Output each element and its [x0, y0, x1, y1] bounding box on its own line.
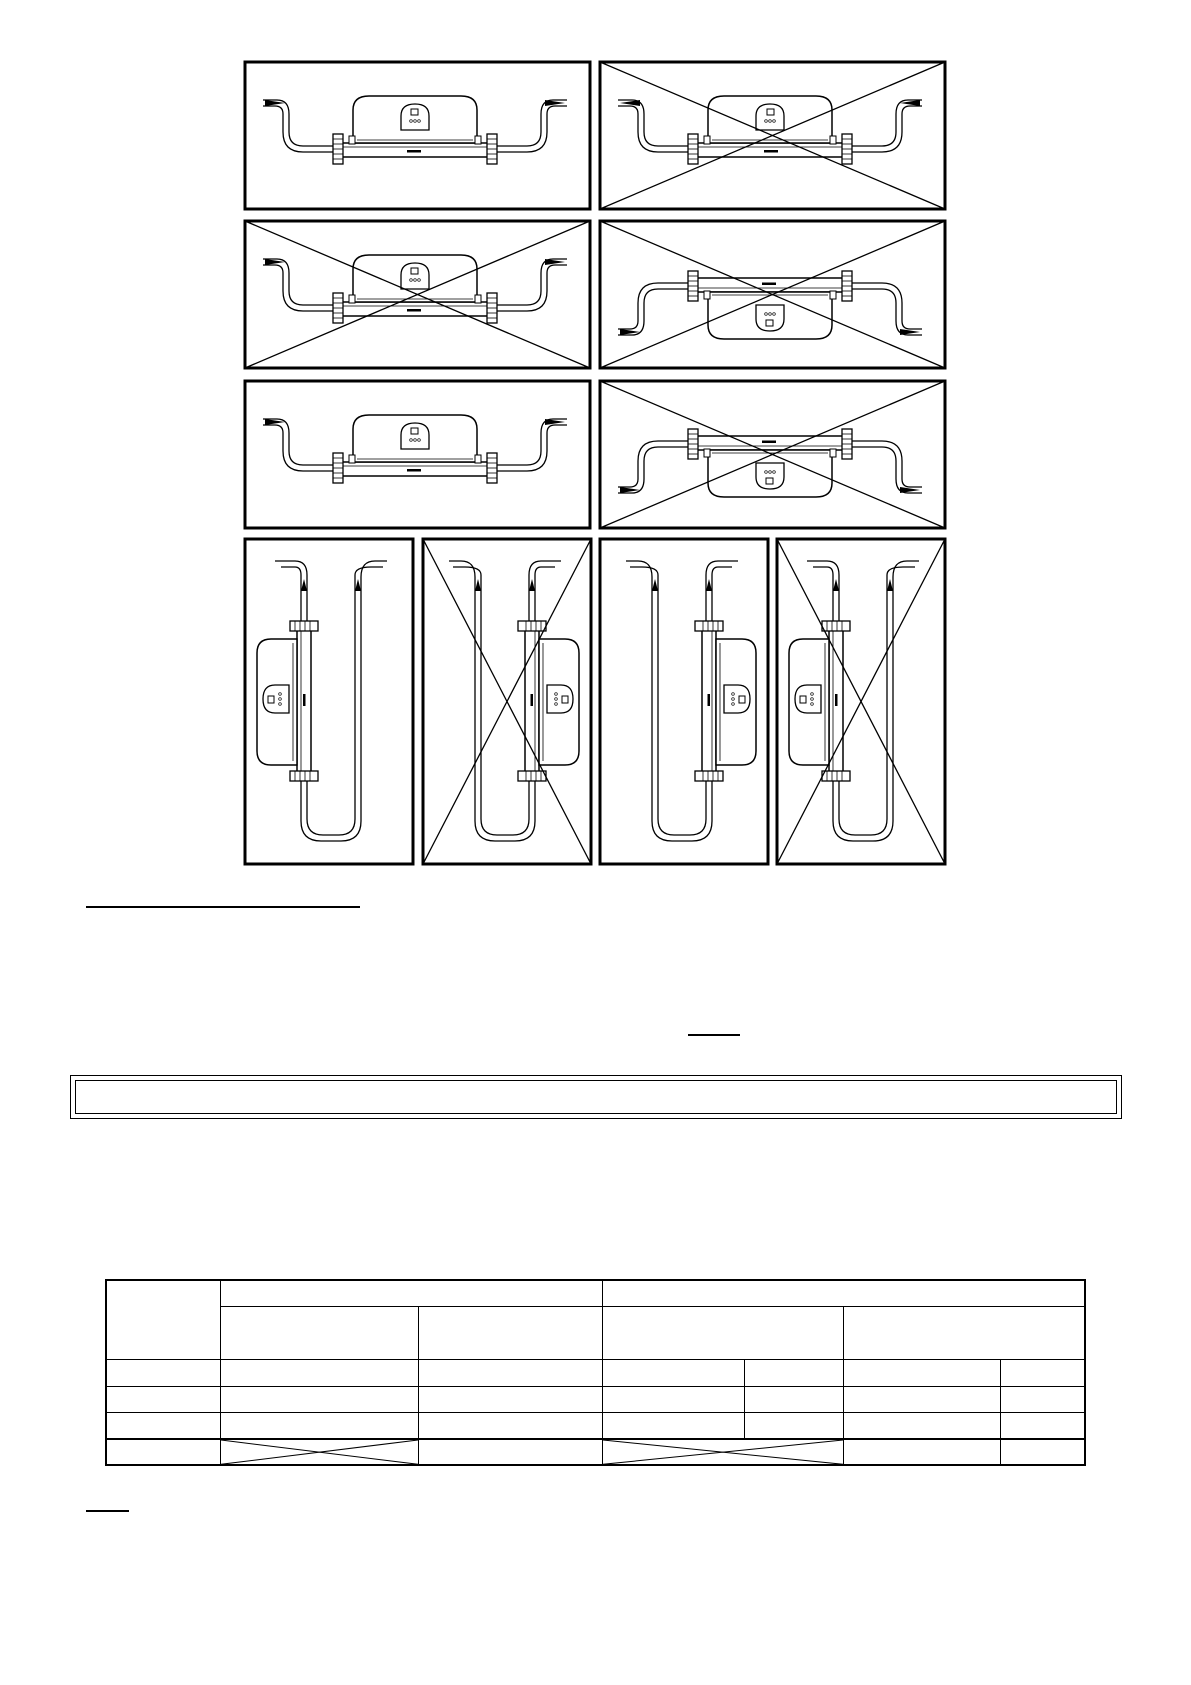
table-row — [106, 1386, 1085, 1412]
table-cell — [106, 1412, 220, 1438]
table-cell — [843, 1439, 1000, 1465]
panel-1-correct — [245, 62, 590, 209]
panel-7-correct — [245, 539, 413, 864]
not-applicable-cell — [220, 1439, 418, 1465]
table-cell — [1000, 1360, 1085, 1386]
table-cell — [220, 1360, 418, 1386]
table-cell — [418, 1386, 602, 1412]
table-cell — [744, 1412, 843, 1438]
not-applicable-cell — [602, 1439, 843, 1465]
table-cell — [602, 1306, 843, 1360]
table-cell — [220, 1280, 602, 1306]
table-cell — [418, 1360, 602, 1386]
table-cell — [744, 1386, 843, 1412]
panel-5-correct — [245, 381, 590, 528]
table-row — [106, 1439, 1085, 1465]
table-row — [106, 1360, 1085, 1386]
table-cell — [843, 1412, 1000, 1438]
panel-3-incorrect — [245, 221, 590, 368]
note-underline — [688, 1034, 740, 1036]
table-cell — [418, 1439, 602, 1465]
table-cell — [843, 1306, 1085, 1360]
panel-2-incorrect — [600, 62, 945, 209]
table-cell — [106, 1439, 220, 1465]
table-cell — [744, 1360, 843, 1386]
table-cell — [1000, 1412, 1085, 1438]
table-cell — [220, 1306, 418, 1360]
table-cell — [602, 1360, 744, 1386]
footnote-underline — [86, 1510, 129, 1512]
table-cell — [220, 1412, 418, 1438]
table-cell — [1000, 1439, 1085, 1465]
table-cell — [106, 1280, 220, 1360]
panel-10-incorrect — [777, 539, 945, 864]
table-cell — [843, 1360, 1000, 1386]
table-cell — [602, 1386, 744, 1412]
table-row — [106, 1412, 1085, 1438]
panel-6-incorrect — [600, 381, 945, 528]
table-row — [106, 1280, 1085, 1306]
panel-4-incorrect — [600, 221, 945, 368]
table-cell — [106, 1360, 220, 1386]
specification-table — [105, 1279, 1086, 1466]
table-cell — [418, 1412, 602, 1438]
section-heading-underline — [86, 906, 360, 908]
table-cell — [220, 1386, 418, 1412]
table-row — [106, 1306, 1085, 1360]
panel-8-incorrect — [423, 539, 591, 864]
table-cell — [106, 1386, 220, 1412]
table-cell — [602, 1412, 744, 1438]
table-cell — [1000, 1386, 1085, 1412]
boxed-section-heading — [70, 1075, 1122, 1119]
table-cell — [418, 1306, 602, 1360]
table-cell — [843, 1386, 1000, 1412]
panel-9-correct — [600, 539, 768, 864]
table-cell — [602, 1280, 1085, 1306]
